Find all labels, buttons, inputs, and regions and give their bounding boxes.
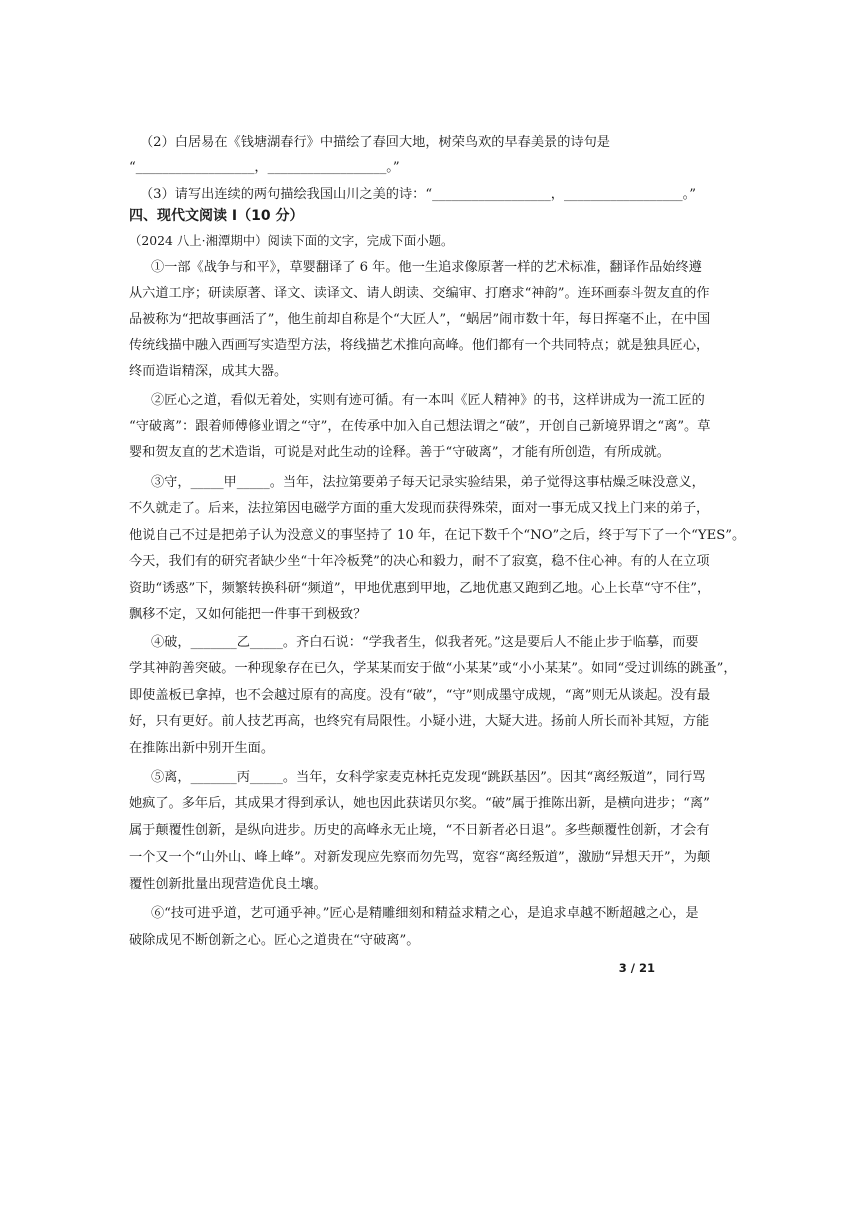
paragraph-3-prefix: ③守， <box>151 475 191 490</box>
paragraph-3-suffix: 。当年，法拉第要弟子每天记录实验结果，弟子觉得这事枯燥乏味没意义， <box>269 475 705 490</box>
blank-bing: _______丙_____ <box>190 770 283 785</box>
paragraph-1-line: 传统线描中融入西画写实造型方法，将线描艺术推向高峰。他们都有一个共同特点；就是独具匠心， <box>129 338 710 353</box>
paragraph-5-suffix: 。当年，女科学家麦克林托克发现“跳跃基因”。因其“离经叛道”，同行骂 <box>282 770 706 785</box>
blank-jia: _____甲_____ <box>190 475 270 490</box>
blank-yi: _______乙_____ <box>190 635 283 650</box>
paragraph-1-line: 终而造诣精深，成其大器。 <box>129 364 288 379</box>
paragraph-3-line: 飘移不定，又如何能把一件事干到极致？ <box>129 607 367 622</box>
paragraph-2-line: “守破离”：跟着师傅修业谓之“守”，在传承中加入自己想法谓之“破”，开创自己新境界谓之“离”。草 <box>129 419 711 434</box>
paragraph-3-line <box>151 474 705 492</box>
page-number: 3 / 21 <box>618 961 655 975</box>
paragraph-1-line: 从六道工序；研读原著、译文、读译文、请人朗读、交编审、打磨求“神韵”。连环画泰斗贺友直的作 <box>129 286 710 301</box>
paragraph-3-line: 资助“诱惑”下，频繁转换科研“频道”，甲地优惠到甲地，乙地优惠又跑到乙地。心上长草“守不住”， <box>129 581 711 596</box>
section-heading: 四、现代文阅读 I（10 分） <box>129 208 304 224</box>
paragraph-3-line: 他说自己不过是把弟子认为没意义的事坚持了 10 年，在记下数千个“NO”之后，终于写下了一个“YES”。 <box>129 528 746 543</box>
paragraph-4-line: 即使盖板已拿掉，也不会越过原有的高度。没有“破”，“守”则成墨守成规，“离”则无从谈起。没有最 <box>129 688 711 703</box>
paragraph-4-prefix: ④破， <box>151 635 191 650</box>
question-3: （3）请写出连续的两句描绘我国山川之美的诗：“__________________，__________________。” <box>140 187 696 202</box>
paragraph-3-line: 不久就走了。后来，法拉第因电磁学方面的重大发现而获得殊荣，面对一事无成又找上门来的弟子， <box>129 501 710 516</box>
paragraph-3-line: 今天，我们有的研究者缺少坐“十年冷板凳”的决心和毅力，耐不了寂寞，稳不住心神。有的人在立项 <box>129 554 710 569</box>
paragraph-4-line: 学其神韵善突破。一种现象存在已久，学某某而安于做“小某某”或“小小某某”。如同“受过训练的跳蚤”， <box>129 661 737 676</box>
paragraph-2-line: 婴和贺友直的艺术造诣，可说是对此生动的诠释。善于“守破离”，才能有所创造，有所成就。 <box>129 445 670 460</box>
paragraph-4-line: 在推陈出新中别开生面。 <box>129 741 275 756</box>
paragraph-6-line: ⑥“技可进乎道，艺可通乎神。”匠心是精雕细刻和精益求精之心，是追求卓越不断超越之心，是 <box>151 906 699 921</box>
paragraph-5-line: 覆性创新批量出现营造优良土壤。 <box>129 877 327 892</box>
paragraph-1-line: 品被称为“把故事画活了”，他生前却自称是个“大匠人”，“蜗居”闹市数十年，每日挥毫不止，在中国 <box>129 312 711 327</box>
paragraph-1-line: ①一部《战争与和平》，草婴翻译了 6 年。他一生追求像原著一样的艺术标准，翻译作品始终遵 <box>151 260 702 275</box>
paragraph-6-line: 破除成见不断创新之心。匠心之道贵在“守破离”。 <box>129 933 420 948</box>
question-2-answer-blanks: “__________________，__________________。” <box>129 160 400 175</box>
paragraph-4-line <box>151 634 699 652</box>
paragraph-5-line: 属于颠覆性创新，是纵向进步。历史的高峰永无止境，“不日新者必日退”。多些颠覆性创新，才会有 <box>129 823 710 838</box>
paragraph-2-line: ②匠心之道，看似无着处，实则有迹可循。有一本叫《匠人精神》的书，这样讲成为一流工匠的 <box>151 393 705 408</box>
paragraph-4-suffix: 。齐白石说：“学我者生，似我者死。”这是要后人不能止步于临摹，而要 <box>282 635 699 650</box>
paragraph-5-line: 一个又一个“山外山、峰上峰”。对新发现应先察而勿先骂，宽容“离经叛道”，激励“异想天开”，为颠 <box>129 850 711 865</box>
paragraph-5-line: 她疯了。多年后，其成果才得到承认，她也因此获诺贝尔奖。“破”属于推陈出新，是横向进步；“离” <box>129 796 710 811</box>
section-source: （2024 八上·湘潭期中）阅读下面的文字，完成下面小题。 <box>129 233 454 248</box>
paragraph-4-line: 好，只有更好。前人技艺再高，也终究有局限性。小疑小进，大疑大进。扬前人所长而补其短，方能 <box>129 714 710 729</box>
paragraph-5-line <box>151 769 705 787</box>
paragraph-5-prefix: ⑤离， <box>151 770 191 785</box>
question-2-line-1: （2）白居易在《钱塘湖春行》中描绘了春回大地，树荣鸟欢的早春美景的诗句是 <box>140 135 610 150</box>
